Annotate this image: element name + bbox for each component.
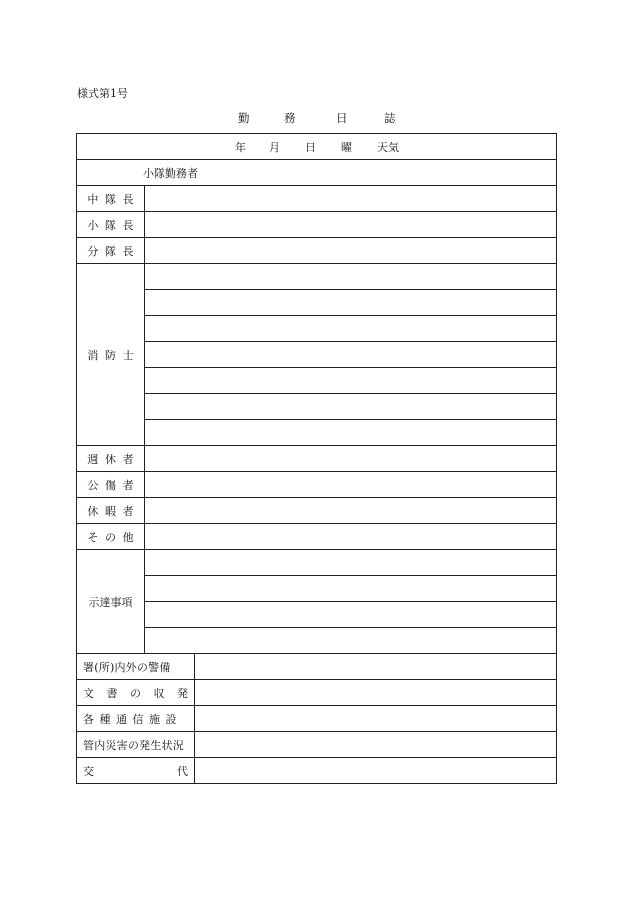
instructions-field[interactable] [145,602,557,628]
year-label: 年 [235,140,246,154]
company-leader-row [77,186,557,212]
weekly-off-row [77,446,557,472]
comms-label: 各種通信施設 [77,706,195,732]
title-char: 務 [284,111,296,125]
squad-leader-label: 分隊長 [77,238,145,264]
date-cell[interactable] [77,134,557,160]
documents-row [77,680,557,706]
title-char: 誌 [384,111,396,125]
squad-duty-label: 小隊勤務者 [77,160,557,186]
on-leave-field[interactable] [145,498,557,524]
weather-label: 天気 [377,140,399,154]
firefighter-label: 消防士 [77,264,145,446]
documents-char: の [130,686,141,700]
title-char: 勤 [238,111,250,125]
firefighter-row [77,290,557,316]
handover-field[interactable] [195,758,557,784]
documents-field[interactable] [195,680,557,706]
documents-char: 収 [153,686,165,700]
firefighter-field[interactable] [145,342,557,368]
instructions-row [77,602,557,628]
platoon-leader-row [77,212,557,238]
handover-char: 代 [177,764,188,778]
documents-char: 発 [177,686,188,700]
title-char: 日 [336,111,348,125]
firefighter-row [77,316,557,342]
official-injury-field[interactable] [145,472,557,498]
company-leader-label: 中隊長 [77,186,145,212]
instructions-row [77,576,557,602]
firefighter-field[interactable] [145,368,557,394]
other-field[interactable] [145,524,557,550]
other-row [77,524,557,550]
instructions-field[interactable] [145,550,557,576]
instructions-label: 示達事項 [77,550,145,654]
guard-row [77,654,557,680]
disaster-label: 管内災害の発生状況 [77,732,195,758]
squad-leader-row [77,238,557,264]
disaster-row [77,732,557,758]
comms-row [77,706,557,732]
instructions-row [77,550,557,576]
guard-field[interactable] [195,654,557,680]
firefighter-row [77,420,557,446]
on-leave-row [77,498,557,524]
firefighter-field[interactable] [145,290,557,316]
weekday-label: 曜 [341,140,352,154]
firefighter-field[interactable] [145,420,557,446]
handover-label [77,758,195,784]
weekly-off-label: 週休者 [77,446,145,472]
other-label: その他 [77,524,145,550]
guard-label: 署(所)内外の警備 [77,654,195,680]
instructions-field[interactable] [145,576,557,602]
handover-char: 交 [83,764,94,778]
on-leave-label: 休暇者 [77,498,145,524]
firefighter-row [77,264,557,290]
day-label: 日 [305,140,316,154]
weekly-off-field[interactable] [145,446,557,472]
firefighter-field[interactable] [145,316,557,342]
documents-label [77,680,195,706]
platoon-leader-label: 小隊長 [77,212,145,238]
comms-field[interactable] [195,706,557,732]
firefighter-row [77,368,557,394]
firefighter-row [77,394,557,420]
duty-diary-table [76,133,557,784]
handover-row [77,758,557,784]
documents-char: 書 [106,686,118,700]
document-title [238,110,396,126]
date-row [77,134,557,160]
instructions-row [77,628,557,654]
platoon-leader-field[interactable] [145,212,557,238]
firefighter-field[interactable] [145,394,557,420]
company-leader-field[interactable] [145,186,557,212]
documents-char: 文 [83,686,94,700]
month-label: 月 [269,140,280,154]
official-injury-label: 公傷者 [77,472,145,498]
firefighter-row [77,342,557,368]
official-injury-row [77,472,557,498]
firefighter-field[interactable] [145,264,557,290]
squad-leader-field[interactable] [145,238,557,264]
disaster-field[interactable] [195,732,557,758]
instructions-field[interactable] [145,628,557,654]
form-number: 様式第1号 [77,87,128,100]
squad-duty-row [77,160,557,186]
